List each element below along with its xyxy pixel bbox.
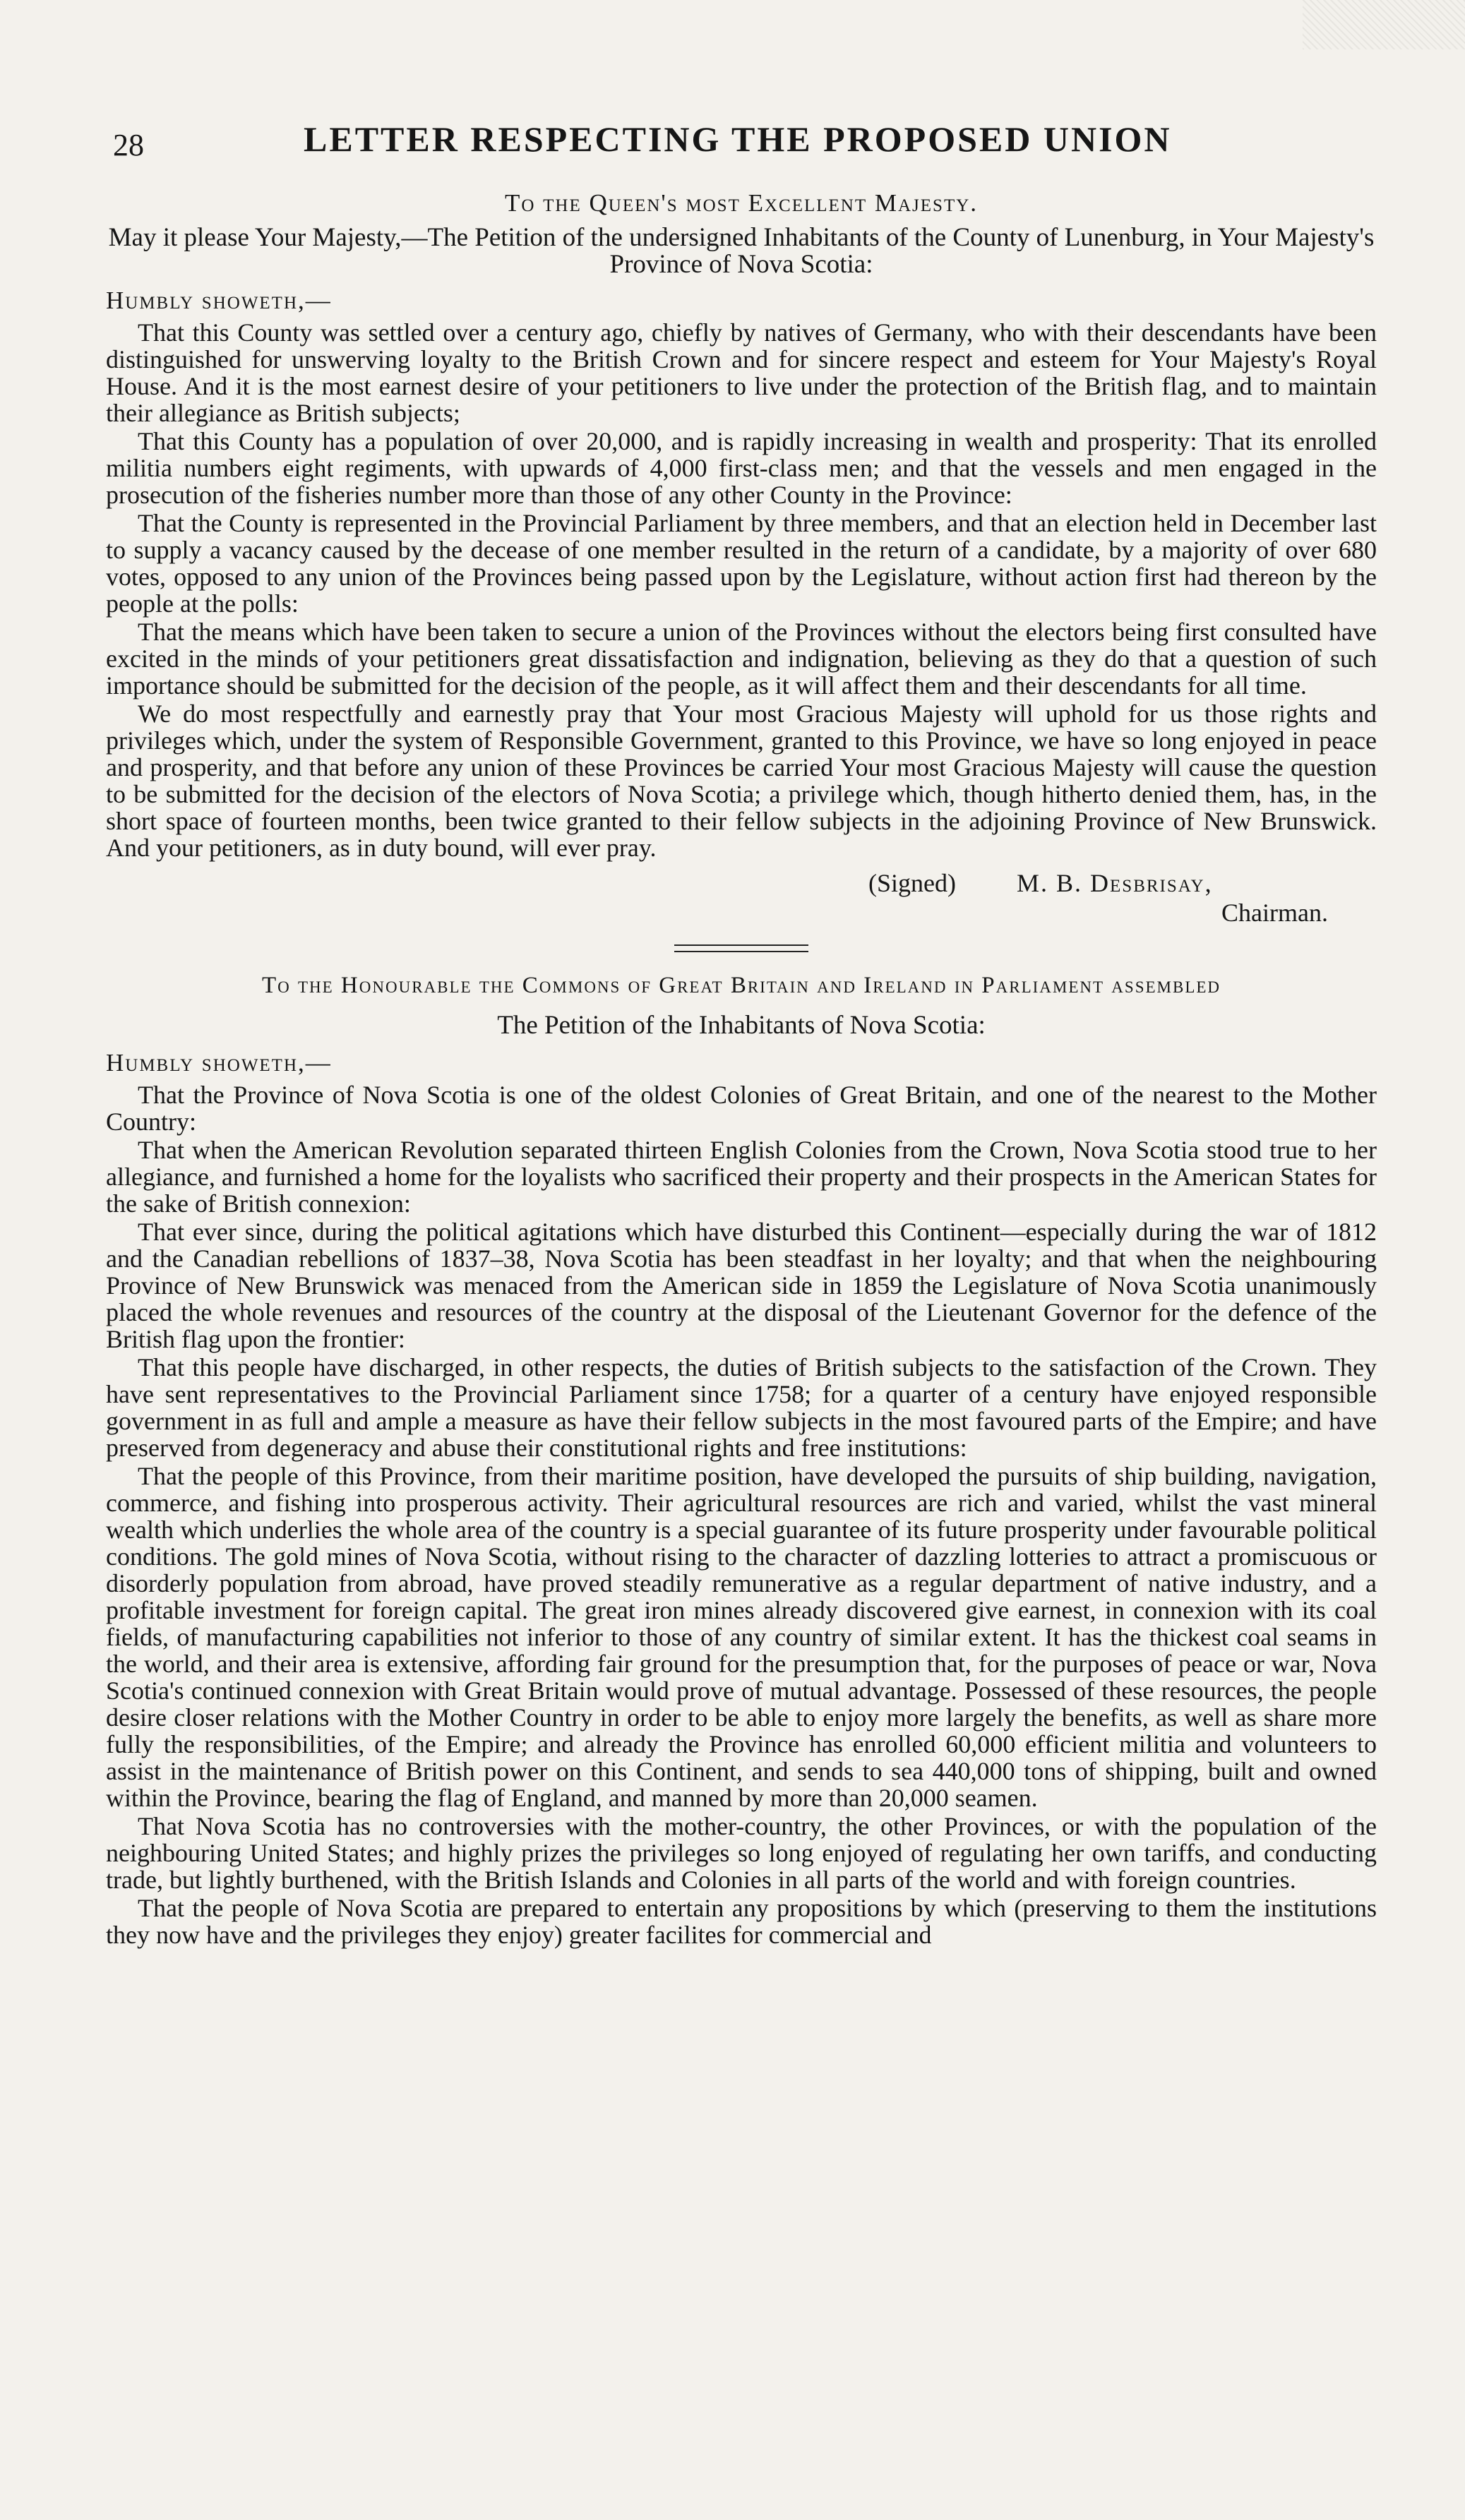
page-number: 28	[113, 128, 144, 162]
signer-name: M. B. Desbrisay,	[1017, 869, 1213, 897]
signature-block	[106, 868, 1377, 927]
petition-address: To the Honourable the Commons of Great Britain and Ireland in Parliament assembled	[261, 973, 1221, 998]
humbly-showeth: Humbly showeth,—	[106, 1049, 332, 1076]
page-content	[106, 189, 1377, 1950]
running-title: LETTER RESPECTING THE PROPOSED UNION	[304, 119, 1172, 159]
humbly-showeth: Humbly showeth,—	[106, 287, 332, 314]
petition-paragraph: That this County has a population of over 20,000, and is rapidly increasing in wealth and prosperity: That its enrolled militia numbers eight regiments, with upwards of 4,000 first-class men; and that the vessels and men engaged in the prosecution of the fisheries number more than those of any other County in the Province:	[106, 427, 1377, 509]
petition-paragraph: That the people of Nova Scotia are prepared to entertain any propositions by which (preserving to them the institutions they now have and the privileges they enjoy) greater facilites for commercial and	[106, 1894, 1377, 1949]
petition-lunenburg	[106, 189, 1377, 927]
petition-subheading: The Petition of the Inhabitants of Nova Scotia:	[497, 1011, 986, 1040]
petition-paragraph: That the people of this Province, from their maritime position, have developed the pursuits of ship building, navigation, commerce, and fishing into prosperous activity. Their agricultural resources are rich and varied, whilst the vast mineral wealth which underlies the whole area of the country is a special guarantee of its future prosperity under favourable political conditions. The gold mines of Nova Scotia, without rising to the character of dazzling lotteries to attract a promiscuous or disorderly population from abroad, have proved steadily remunerative as a regular department of native industry, and a profitable investment for foreign capital. The great iron mines already discovered give earnest, in connexion with its coal fields, of manufacturing capabilities not inferior to those of any country of similar extent. It has the thickest coal seams in the world, and their area is extensive, affording fair ground for the presumption that, for the purposes of peace or war, Nova Scotia's continued connexion with Great Britain would prove of mutual advantage. Possessed of these resources, the people desire closer relations with the Mother Country in order to be able to enjoy more largely the benefits, as well as share more fully the responsibilities, of the Empire; and already the Province has enrolled 60,000 efficient militia and volunteers to assist in the maintenance of British power on this Continent, and sends to sea 440,000 tons of shipping, built and owned within the Province, bearing the flag of England, and manned by more than 20,000 seamen.	[106, 1462, 1377, 1812]
petition-paragraph: We do most respectfully and earnestly pray that Your most Gracious Majesty will uphold for us those rights and privileges which, under the system of Responsible Government, granted to this Province, we have so long enjoyed in peace and prosperity, and that before any union of these Provinces be carried Your most Gracious Majesty will cause the question to be submitted for the decision of the electors of Nova Scotia; a privilege which, though hitherto denied them, has, in the short space of fourteen months, been twice granted to their fellow subjects in the adjoining Province of New Brunswick. And your petitioners, as in duty bound, will ever pray.	[106, 700, 1377, 862]
section-divider	[674, 944, 808, 952]
page-header	[113, 119, 1384, 175]
petition-address: To the Queen's most Excellent Majesty.	[504, 189, 979, 217]
petition-nova-scotia	[106, 973, 1377, 1948]
petition-paragraph: That this people have discharged, in other respects, the duties of British subjects to the satisfaction of the Crown. They have sent representatives to the Provincial Parliament since 1758; for a quarter of a century have enjoyed responsible government in as full and ample a measure as have their fellow subjects in the most favoured parts of the Empire; and have preserved from degeneracy and abuse their constitutional rights and free institutions:	[106, 1353, 1377, 1462]
petition-paragraph: That the County is represented in the Provincial Parliament by three members, and that an election held in December last to supply a vacancy caused by the decease of one member resulted in the return of a candidate, by a majority of over 680 votes, opposed to any union of the Provinces being passed upon by the Legislature, without action first had thereon by the people at the polls:	[106, 509, 1377, 618]
petition-paragraph: That this County was settled over a century ago, chiefly by natives of Germany, who with their descendants have been distinguished for unswerving loyalty to the British Crown and for sincere respect and esteem for Your Majesty's Royal House. And it is the most earnest desire of your petitioners to live under the protection of the British flag, and to maintain their allegiance as British subjects;	[106, 318, 1377, 427]
petition-paragraph: That the Province of Nova Scotia is one of the oldest Colonies of Great Britain, and one of the nearest to the Mother Country:	[106, 1081, 1377, 1136]
petition-paragraph: That when the American Revolution separated thirteen English Colonies from the Crown, Nova Scotia stood true to her allegiance, and furnished a home for the loyalists who sacrificed their property and their prospects in the American States for the sake of British connexion:	[106, 1136, 1377, 1218]
petition-paragraph: That ever since, during the political agitations which have disturbed this Continent—especially during the war of 1812 and the Canadian rebellions of 1837–38, Nova Scotia has been steadfast in her loyalty; and that when the neighbouring Province of New Brunswick was menaced from the American side in 1859 the Legislature of Nova Scotia unanimously placed the whole revenues and resources of the country at the disposal of the Lieutenant Governor for the defence of the British flag upon the frontier:	[106, 1218, 1377, 1353]
petition-subheading: May it please Your Majesty,—The Petition of the undersigned Inhabitants of the County of Lunenburg, in Your Majesty's Province of Nova Scotia:	[108, 223, 1375, 279]
petition-paragraph: That the means which have been taken to secure a union of the Provinces without the electors being first consulted have excited in the minds of your petitioners great dissatisfaction and indignation, believing as they do that a question of such importance should be submitted for the decision of the people, as it will affect them and their descendants for all time.	[106, 618, 1377, 700]
signed-label: (Signed)	[868, 869, 956, 897]
signer-role: Chairman.	[1221, 899, 1328, 927]
petition-paragraph: That Nova Scotia has no controversies with the mother-country, the other Provinces, or with the population of the neighbouring United States; and highly prizes the privileges so long enjoyed of regulating her own tariffs, and conducting trade, but lightly burthened, with the British Islands and Colonies in all parts of the world and with foreign countries.	[106, 1812, 1377, 1894]
scan-noise	[1303, 0, 1465, 49]
